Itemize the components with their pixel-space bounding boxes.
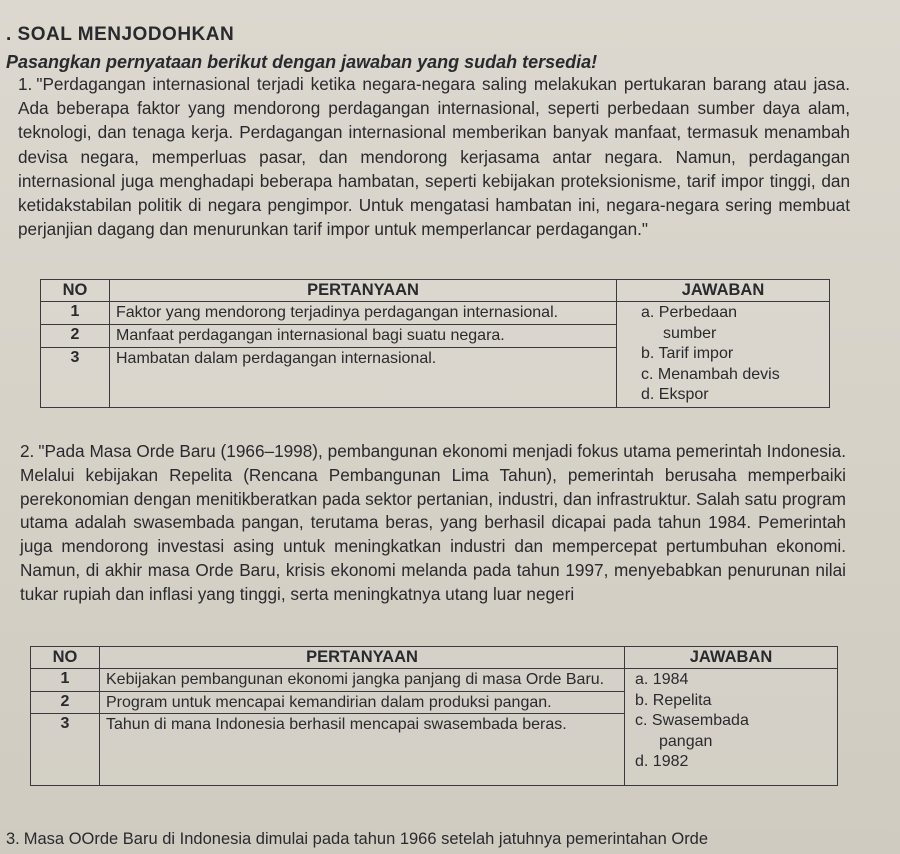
section-title: . SOAL MENJODOHKAN (6, 24, 235, 45)
header-no: NO (41, 280, 110, 302)
row-question: Tahun di mana Indonesia berhasil mencapai swasembada beras. (100, 714, 625, 786)
question-2-table (30, 646, 838, 786)
answer-option: a. 1984 (635, 671, 689, 688)
row-question: Hambatan dalam perdagangan internasional. (110, 347, 617, 407)
row-number: 2 (41, 324, 110, 347)
table-header-row (41, 280, 830, 302)
answer-option: b. Repelita (635, 691, 712, 709)
row-question: Kebijakan pembangunan ekonomi jangka panjang di masa Orde Baru. (100, 669, 625, 692)
table-header-row (31, 647, 838, 669)
row-question: Program untuk mencapai kemandirian dalam produksi pangan. (100, 691, 625, 714)
question-1-table (40, 279, 830, 408)
question-3-paragraph (6, 827, 886, 851)
answer-options (625, 669, 838, 786)
header-no: NO (31, 647, 100, 669)
answer-option: c. Swasembada (635, 712, 749, 729)
row-number: 3 (31, 714, 100, 786)
answer-option: d. Ekspor (641, 386, 709, 403)
question-1-paragraph (18, 72, 850, 241)
question-1-text: "Perdagangan internasional terjadi ketika negara-negara saling melakukan pertukaran barang atau jasa. Ada beberapa faktor yang mendorong perdagangan internasional, seperti perbedaan sumber daya alam, teknologi, dan tenaga kerja. Perdagangan internasional memberikan banyak manfaat, termasuk menambah devisa negara, memperluas pasar, dan mendorong kerjasama antar negara. Namun, perdagangan internasional juga menghadapi beberapa hambatan, seperti kebijakan proteksionisme, tarif impor tinggi, dan ketidakstabilan politik di negara pengimpor. Untuk mengatasi hambatan ini, negara-negara sering membuat perjanjian dagang dan menurunkan tarif impor untuk memperlancar perdagangan." (18, 74, 850, 240)
answer-option: d. 1982 (635, 753, 689, 770)
answer-option: sumber (663, 324, 717, 342)
question-2-number: 2. (20, 441, 35, 461)
question-3-text: Masa OOrde Baru di Indonesia dimulai pada tahun 1966 setelah jatuhnya pemerintahan Orde (23, 830, 709, 848)
header-answer: JAWABAN (625, 647, 838, 669)
question-2-paragraph (20, 440, 846, 607)
answer-option: pangan (659, 732, 713, 750)
answer-option: b. Tarif impor (641, 345, 734, 362)
answer-options (617, 302, 830, 408)
question-2-text: "Pada Masa Orde Baru (1966–1998), pembangunan ekonomi menjadi fokus utama pemerintah Indonesia. Melalui kebijakan Repelita (Rencana Pembangunan Lima Tahun), pemerintah berusaha memperbaiki perekonomian dengan menitikberatkan pada sektor pertanian, industri, dan infrastruktur. Salah satu program utama adalah swasembada pangan, terutama beras, yang berhasil dicapai pada tahun 1984. Pemerintah juga mendorong investasi asing untuk meningkatkan industri dan mempercepat pertumbuhan ekonomi. Namun, di akhir masa Orde Baru, krisis ekonomi melanda pada tahun 1997, menyebabkan penurunan nilai tukar rupiah dan inflasi yang tinggi, serta meningkatnya utang luar negeri (20, 441, 846, 604)
answer-option: a. Perbedaan (641, 304, 738, 321)
row-question: Faktor yang mendorong terjadinya perdagangan internasional. (110, 302, 617, 325)
row-question: Manfaat perdagangan internasional bagi suatu negara. (110, 324, 617, 347)
row-number: 1 (31, 669, 100, 692)
instruction-text: Pasangkan pernyataan berikut dengan jawaban yang sudah tersedia! (6, 52, 598, 72)
table-row (31, 669, 838, 692)
answer-option: c. Menambah devis (641, 365, 780, 383)
table-row (41, 302, 830, 325)
row-number: 1 (41, 302, 110, 325)
header-answer: JAWABAN (617, 280, 830, 302)
question-1-number: 1. (18, 74, 33, 94)
question-3-number: 3. (6, 830, 20, 848)
header-question: PERTANYAAN (110, 280, 617, 302)
row-number: 2 (31, 691, 100, 714)
row-number: 3 (41, 347, 110, 407)
header-question: PERTANYAAN (100, 647, 625, 669)
